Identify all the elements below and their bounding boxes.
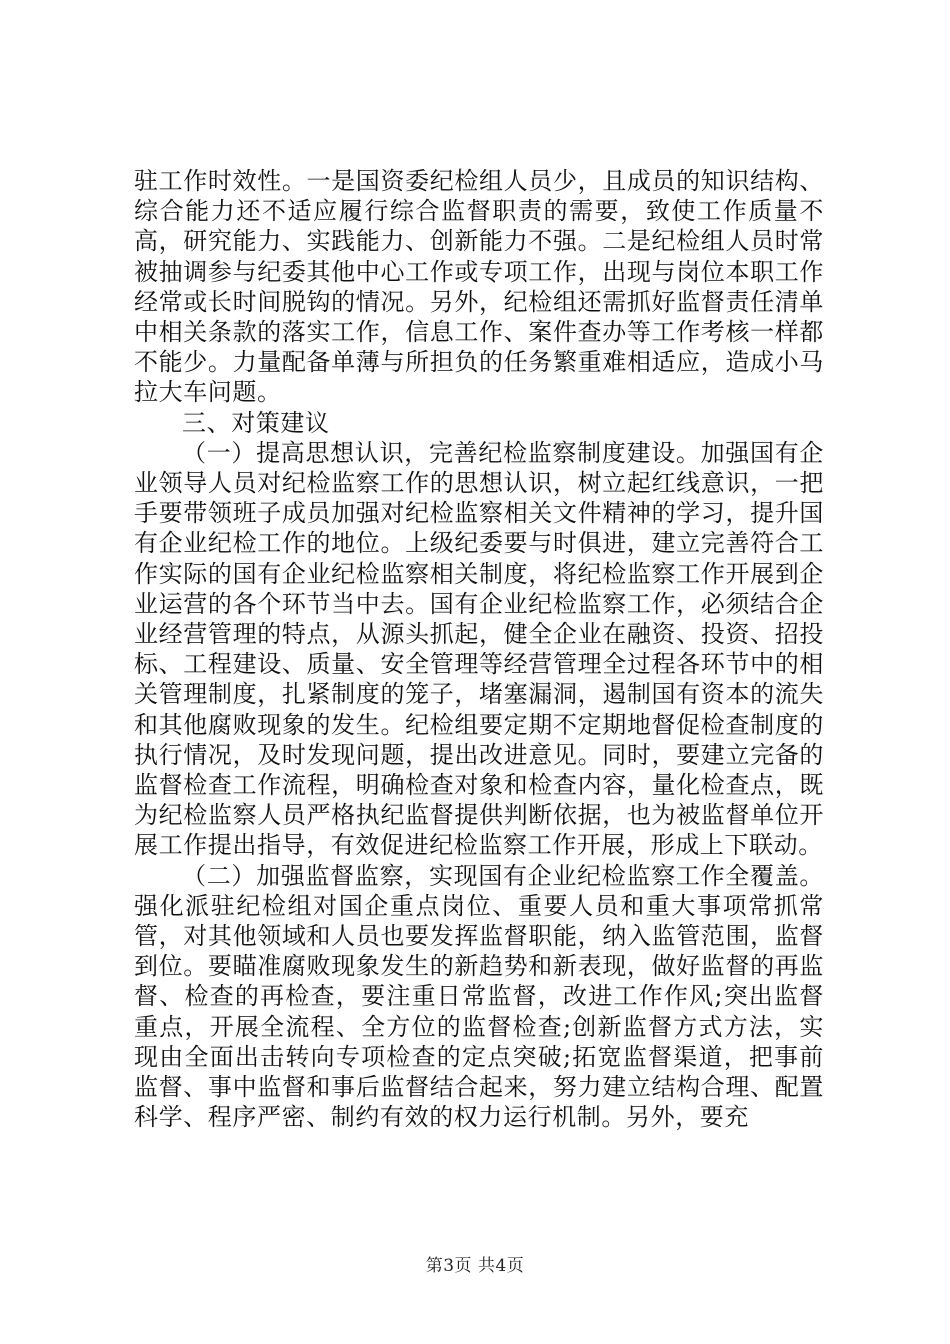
paragraph-item-two: （二）加强监督监察，实现国有企业纪检监察工作全覆盖。强化派驻纪检组对国企重点岗位、重要人员和重大事项常抓常管，对其他领域和人员也要发挥监督职能，纳入监管范围，监督到位。要瞄准腐败现象发生的新趋势和新表现，做好监督的再监督、检查的再检查，要注重日常监督，改进工作作风;突出监督重点，开展全流程、全方位的监督检查;创新监督方式方法，实现由全面出击转向专项检查的定点突破;拓宽监督渠道，把事前监督、事中监督和事后监督结合起来，努力建立结构合理、配置科学、程序严密、制约有效的权力运行机制。另外，要充 — [134, 861, 824, 1132]
paragraph-item-one: （一）提高思想认识，完善纪检监察制度建设。加强国有企业领导人员对纪检监察工作的思想认识，树立起红线意识，一把手要带领班子成员加强对纪检监察相关文件精神的学习，提升国有企业纪检工作的地位。上级纪委要与时俱进，建立完善符合工作实际的国有企业纪检监察相关制度，将纪检监察工作开展到企业运营的各个环节当中去。国有企业纪检监察工作，必须结合企业经营管理的特点，从源头抓起，健全企业在融资、投资、招投标、工程建设、质量、安全管理等经营管理全过程各环节中的相关管理制度，扎紧制度的笼子，堵塞漏洞，遏制国有资本的流失和其他腐败现象的发生。纪检组要定期不定期地督促检查制度的执行情况，及时发现问题，提出改进意见。同时，要建立完备的监督检查工作流程，明确检查对象和检查内容，量化检查点，既为纪检监察人员严格执纪监督提供判断依据，也为被监督单位开展工作提出指导，有效促进纪检监察工作开展，形成上下联动。 — [134, 438, 824, 860]
page-number-footer: 第3页 共4页 — [425, 1256, 525, 1276]
paragraph-continuation: 驻工作时效性。一是国资委纪检组人员少，且成员的知识结构、综合能力还不适应履行综合监督职责的需要，致使工作质量不高，研究能力、实践能力、创新能力不强。二是纪检组人员时常被抽调参与纪委其他中心工作或专项工作，出现与岗位本职工作经常或长时间脱钩的情况。另外，纪检组还需抓好监督责任清单中相关条款的落实工作，信息工作、案件查办等工作考核一样都不能少。力量配备单薄与所担负的任务繁重难相适应，造成小马拉大车问题。 — [134, 167, 824, 407]
document-body — [134, 166, 824, 1133]
section-heading-countermeasures: 三、对策建议 — [182, 408, 330, 437]
